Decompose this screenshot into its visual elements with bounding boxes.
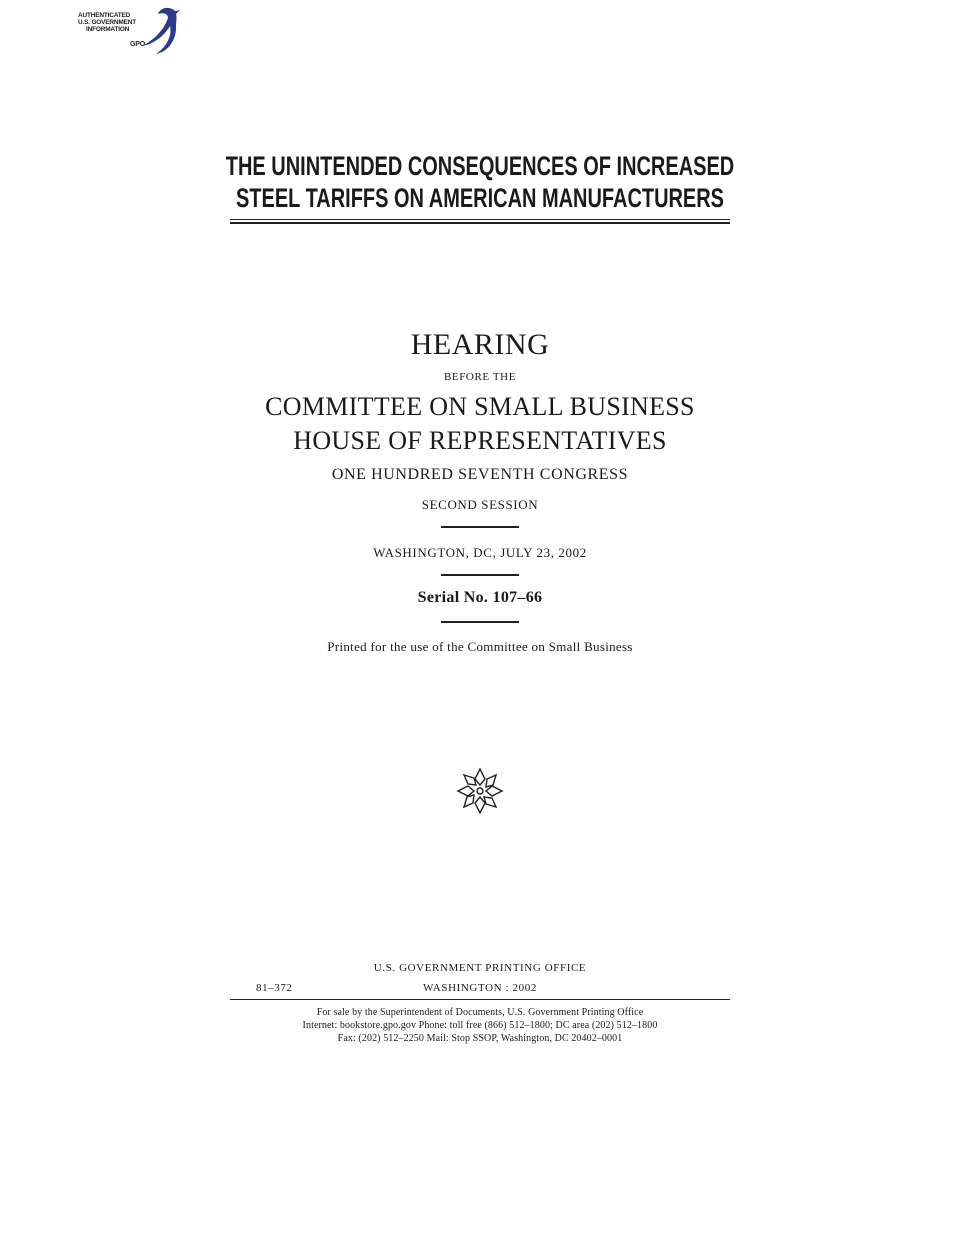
seal-text-authenticated: AUTHENTICATED — [78, 12, 131, 19]
divider-rule — [441, 574, 519, 576]
divider-rule — [441, 621, 519, 623]
congress-text: ONE HUNDRED SEVENTH CONGRESS — [331, 466, 629, 483]
document-number: 81–372 — [256, 982, 293, 994]
before-the-text: BEFORE THE — [443, 371, 517, 383]
place-and-year: WASHINGTON : 2002 — [423, 982, 537, 994]
hearing-date: WASHINGTON, DC, JULY 23, 2002 — [373, 545, 587, 560]
house-name: HOUSE OF REPRESENTATIVES — [293, 426, 667, 455]
divider-rule — [441, 526, 519, 528]
printed-for-text: Printed for the use of the Committee on Small Business — [327, 639, 633, 654]
gpo-authenticated-seal — [78, 6, 188, 62]
sale-info-line-1: For sale by the Superintendent of Documents, U.S. Government Printing Office — [316, 1007, 644, 1018]
seal-text-information: INFORMATION — [86, 26, 130, 33]
printers-ornament-icon — [454, 765, 506, 817]
footer-rule — [230, 999, 730, 1000]
session-text: SECOND SESSION — [421, 497, 539, 512]
committee-name: COMMITTEE ON SMALL BUSINESS — [265, 392, 695, 421]
sale-info-line-3: Fax: (202) 512–2250 Mail: Stop SSOP, Washington, DC 20402–0001 — [337, 1033, 623, 1044]
eagle-icon — [134, 6, 182, 60]
seal-text-government: U.S. GOVERNMENT — [78, 19, 137, 26]
hearing-heading: HEARING — [410, 328, 550, 361]
serial-number: Serial No. 107–66 — [417, 589, 543, 606]
printing-office-name: U.S. GOVERNMENT PRINTING OFFICE — [373, 962, 587, 974]
document-title-line-1: THE UNINTENDED CONSEQUENCES OF INCREASED — [225, 151, 735, 181]
document-title-line-2: STEEL TARIFFS ON AMERICAN MANUFACTURERS — [235, 183, 725, 213]
seal-text-gpo: GPO — [130, 41, 145, 48]
sale-info-line-2: Internet: bookstore.gpo.gov Phone: toll free (866) 512–1800; DC area (202) 512–1800 — [302, 1020, 658, 1031]
title-rule-top — [230, 219, 730, 220]
title-rule-bottom — [230, 222, 730, 224]
